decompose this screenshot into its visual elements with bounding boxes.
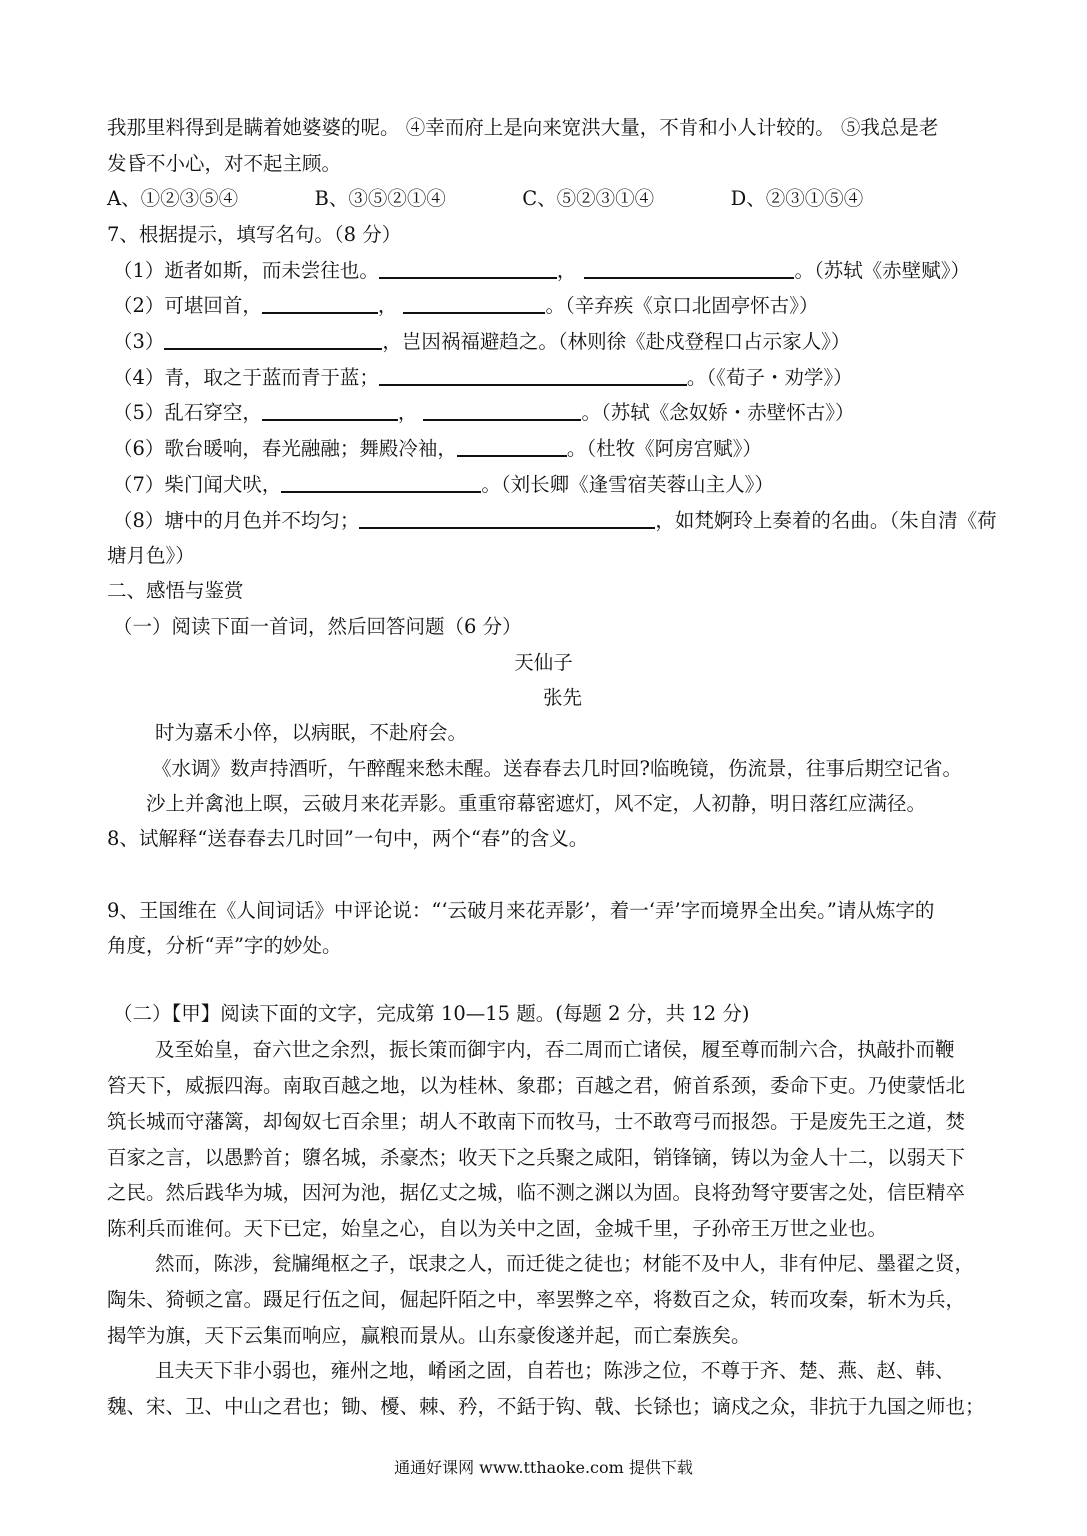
q7-item-1-text: （1）逝者如斯，而未尝往也。	[113, 259, 379, 282]
poem-title: 天仙子	[514, 651, 573, 674]
passage-line: 魏、宋、卫、中山之君也；锄、櫌、棘、矜，不銛于钩、戟、长铩也；谪戍之众，非抗于九国之师也；	[107, 1395, 985, 1418]
q7-item-4	[113, 365, 993, 391]
passage-line: 揭竿为旗，天下云集而响应，赢粮而景从。山东豪俊遂并起，而亡秦族矣。	[107, 1324, 751, 1347]
q7-item-3-source: ，岂因祸福避趋之。（林则徐《赴戍登程口占示家人》）	[382, 330, 851, 353]
q9-line-1: 9、王国维在《人间词话》中评论说：“‘云破月来花弄影’，着一‘弄’字而境界全出矣。”请从炼字的	[107, 899, 935, 922]
q7-item-5-source: 。（苏轼《念奴娇・赤壁怀古》）	[581, 401, 855, 424]
part-2-intro: （二）【甲】阅读下面的文字，完成第 10—15 题。(每题 2 分，共 12 分)	[113, 1002, 750, 1025]
q7-item-2-source: 。（辛弃疾《京口北固亭怀古》）	[545, 294, 819, 317]
q8: 8、试解释“送春春去几时回”一句中，两个“春”的含义。	[107, 827, 589, 850]
q7-item-8	[113, 508, 997, 534]
answer-blank[interactable]	[262, 294, 378, 314]
answer-blank[interactable]	[423, 401, 581, 421]
answer-blank[interactable]	[281, 473, 481, 493]
q7-item-3-text: （3）	[113, 330, 165, 353]
q7-title: 7、根据提示，填写名句。（8 分）	[107, 223, 402, 246]
q7-item-6-source: 。（杜牧《阿房宫赋》）	[566, 437, 762, 460]
q7-item-8-cont: 塘月色》）	[107, 544, 195, 567]
q7-item-1-sep: ，	[556, 259, 577, 282]
passage-line: 笞天下，威振四海。南取百越之地，以为桂林、象郡；百越之君，俯首系颈，委命下吏。乃使蒙恬北	[107, 1074, 966, 1097]
poem-stanza-1: 《水调》数声持酒听，午醉醒来愁未醒。送春春去几时回?临晚镜，伤流景，往事后期空记省。	[152, 757, 962, 780]
q7-item-7	[113, 472, 993, 498]
answer-blank[interactable]	[584, 259, 794, 279]
part-1-intro: （一）阅读下面一首词，然后回答问题（6 分）	[113, 615, 522, 638]
q7-item-1	[113, 258, 993, 284]
section-2-title: 二、感悟与鉴赏	[107, 579, 244, 602]
passage-line: 且夫天下非小弱也，雍州之地，崤函之固，自若也；陈涉之位，不尊于齐、楚、燕、赵、韩、	[155, 1359, 955, 1382]
passage-line: 之民。然后践华为城，因河为池，据亿丈之城，临不测之渊以为固。良将劲弩守要害之处，信臣精卒	[107, 1181, 966, 1204]
q7-item-3	[113, 329, 993, 355]
q6-option-b[interactable]: B、③⑤②①④	[314, 187, 446, 210]
footer-source: 通通好课网 www.tthaoke.com 提供下载	[394, 1458, 693, 1477]
q6-option-a[interactable]: A、①②③⑤④	[107, 187, 239, 210]
poem-preface: 时为嘉禾小倅，以病眠，不赴府会。	[155, 721, 468, 744]
poem-author-text: 张先	[542, 686, 582, 709]
poem-author	[0, 685, 1087, 711]
answer-blank[interactable]	[262, 401, 398, 421]
answer-blank[interactable]	[359, 509, 655, 529]
q7-item-5	[113, 400, 993, 426]
answer-blank[interactable]	[379, 259, 557, 279]
passage-line: 陶朱、猗顿之富。蹑足行伍之间，倔起阡陌之中，率罢弊之卒，将数百之众，转而攻秦，斩木为兵，	[107, 1288, 966, 1311]
q6-line-1: 我那里料得到是瞒着她婆婆的呢。 ④幸而府上是向来宽洪大量，不肯和小人计较的。 ⑤我总是老	[107, 116, 939, 139]
passage-line: 筑长城而守藩篱，却匈奴七百余里；胡人不敢南下而牧马，士不敢弯弓而报怨。于是废先王之道，焚	[107, 1110, 966, 1133]
q6-option-d[interactable]: D、②③①⑤④	[730, 187, 864, 210]
q7-item-4-text: （4）青，取之于蓝而青于蓝；	[113, 366, 379, 389]
answer-blank[interactable]	[457, 437, 567, 457]
passage-line: 陈利兵而谁何。天下已定，始皇之心，自以为关中之固，金城千里，子孙帝王万世之业也。	[107, 1217, 888, 1240]
q6-option-c[interactable]: C、⑤②③①④	[522, 187, 655, 210]
answer-blank[interactable]	[379, 366, 687, 386]
passage-line: 百家之言，以愚黔首；隳名城，杀豪杰；收天下之兵聚之咸阳，销锋镝，铸以为金人十二，以弱天下	[107, 1146, 966, 1169]
q7-item-6	[113, 436, 993, 462]
q9-line-2: 角度，分析“弄”字的妙处。	[107, 934, 342, 957]
q7-item-6-text: （6）歌台暖响，春光融融；舞殿冷袖，	[113, 437, 457, 460]
q7-item-2	[113, 293, 993, 319]
q6-options	[107, 186, 987, 212]
poem-stanza-2: 沙上并禽池上暝，云破月来花弄影。重重帘幕密遮灯，风不定，人初静，明日落红应满径。	[146, 792, 927, 815]
q7-item-8-text: （8）塘中的月色并不均匀；	[113, 509, 360, 532]
answer-blank[interactable]	[403, 294, 545, 314]
q7-item-2-sep: ，	[377, 294, 398, 317]
answer-blank[interactable]	[164, 330, 382, 350]
q7-item-7-text: （7）柴门闻犬吠，	[113, 473, 282, 496]
q7-item-5-sep: ，	[397, 401, 418, 424]
passage-line: 及至始皇，奋六世之余烈，振长策而御宇内，吞二周而亡诸侯，履至尊而制六合，执敲扑而鞭	[155, 1038, 955, 1061]
q7-item-7-source: 。（刘长卿《逢雪宿芙蓉山主人》）	[481, 473, 774, 496]
q7-item-4-source: 。（《荀子・劝学》）	[686, 366, 853, 389]
q7-item-8-source: ，如梵婀玲上奏着的名曲。（朱自清《荷	[655, 509, 997, 532]
q7-item-1-source: 。（苏轼《赤壁赋》）	[794, 259, 970, 282]
passage-line: 然而，陈涉，瓮牖绳枢之子，氓隶之人，而迁徙之徒也；材能不及中人，非有仲尼、墨翟之贤，	[155, 1252, 975, 1275]
q7-item-2-text: （2）可堪回首，	[113, 294, 262, 317]
q6-line-2: 发昏不小心，对不起主顾。	[107, 152, 342, 175]
q7-item-5-text: （5）乱石穿空，	[113, 401, 262, 424]
